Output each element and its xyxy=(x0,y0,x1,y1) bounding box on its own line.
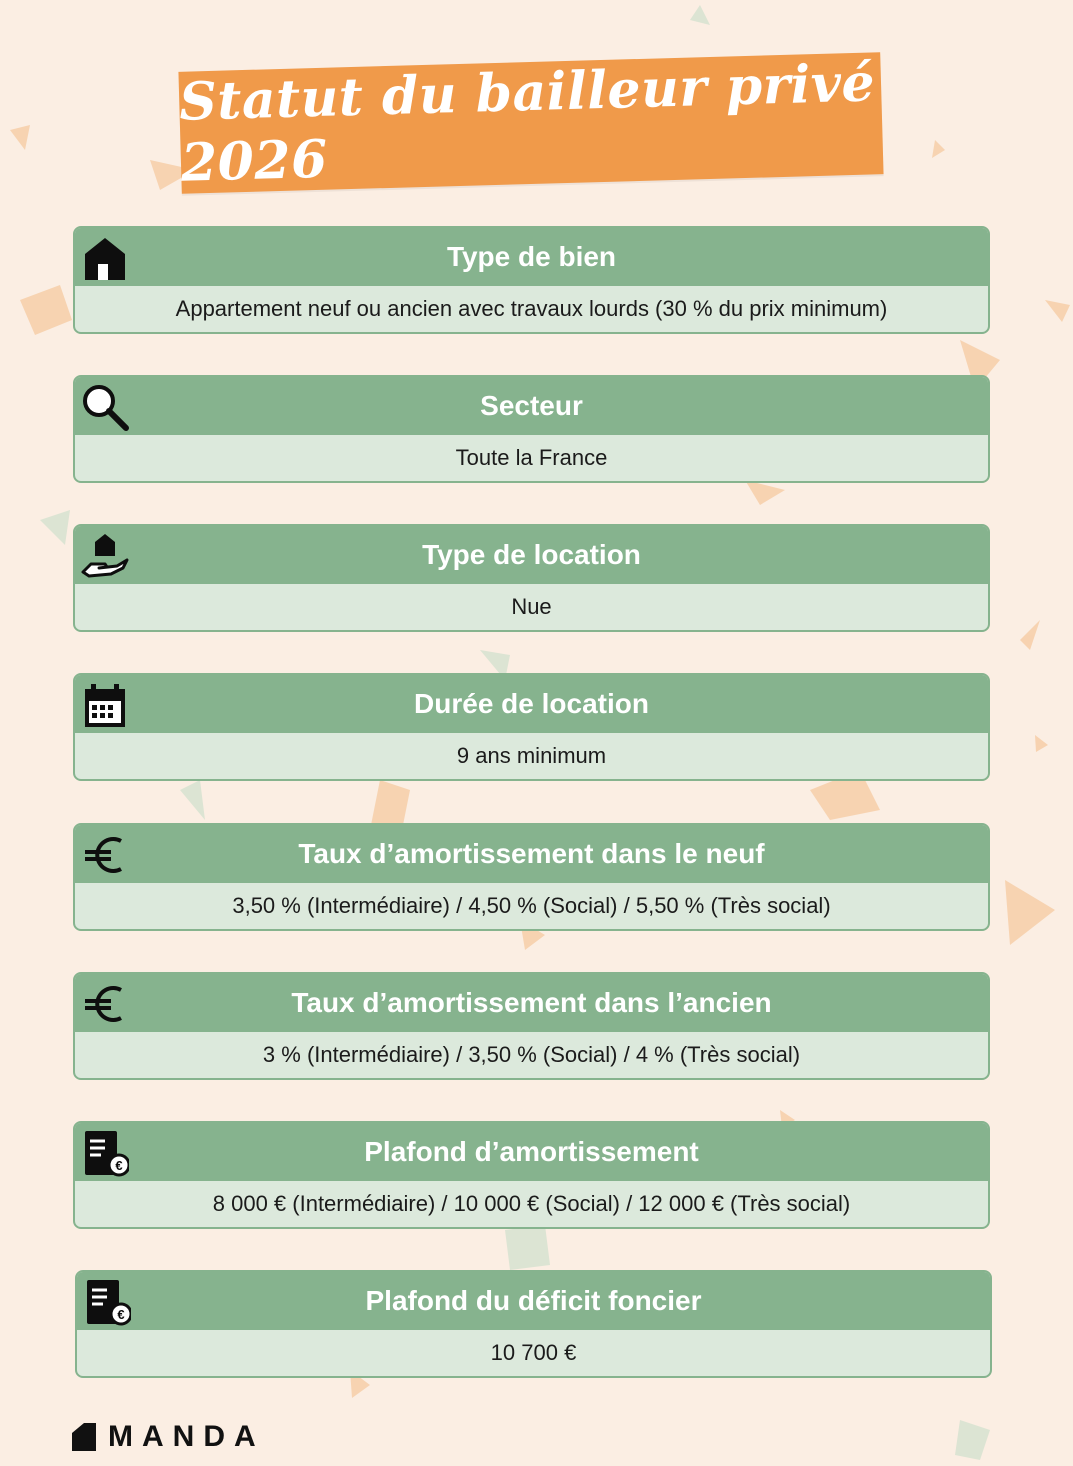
calendar-icon xyxy=(81,681,129,729)
card-value: 8 000 € (Intermédiaire) / 10 000 € (Social) / 12 000 € (Très social) xyxy=(212,1191,851,1216)
card-value: Nue xyxy=(511,594,552,619)
card-value: 3,50 % (Intermédiaire) / 4,50 % (Social) / 5,50 % (Très social) xyxy=(232,893,831,918)
card-heading: Plafond du déficit foncier xyxy=(77,1272,990,1330)
card-value: Toute la France xyxy=(455,445,608,470)
card-heading: Plafond d’amortissement xyxy=(75,1123,988,1181)
info-card-secteur xyxy=(73,375,990,483)
info-card-type-de-location xyxy=(73,524,990,632)
info-card-plafond-deficit-foncier xyxy=(75,1270,992,1378)
card-value: 9 ans minimum xyxy=(456,743,607,768)
card-value: Appartement neuf ou ancien avec travaux lourds (30 % du prix minimum) xyxy=(175,296,888,321)
brand-name: MANDA xyxy=(108,1420,265,1453)
brand-logo xyxy=(72,1420,265,1454)
svg-text:€: € xyxy=(117,1307,125,1322)
info-card-taux-neuf xyxy=(73,823,990,931)
euro-icon xyxy=(81,980,129,1028)
card-heading: Taux d’amortissement dans le neuf xyxy=(75,825,988,883)
info-card-plafond-amortissement xyxy=(73,1121,990,1229)
card-heading: Type de bien xyxy=(75,228,988,286)
euro-icon xyxy=(81,831,129,879)
page-title: Statut du bailleur privé 2026 xyxy=(178,52,876,194)
card-value: 3 % (Intermédiaire) / 3,50 % (Social) / 4 % (Très social) xyxy=(262,1042,801,1067)
magnifier-icon xyxy=(81,383,129,431)
invoice-euro-icon xyxy=(83,1278,131,1326)
card-heading: Durée de location xyxy=(75,675,988,733)
invoice-euro-icon xyxy=(81,1129,129,1177)
house-icon xyxy=(81,234,129,282)
svg-text:€: € xyxy=(115,1158,123,1173)
info-card-type-de-bien xyxy=(73,226,990,334)
card-heading: Taux d’amortissement dans l’ancien xyxy=(75,974,988,1032)
card-value: 10 700 € xyxy=(490,1340,577,1365)
info-card-duree-de-location xyxy=(73,673,990,781)
manda-logo-icon xyxy=(72,1423,96,1451)
card-heading: Secteur xyxy=(75,377,988,435)
hand-house-icon xyxy=(81,532,129,580)
card-heading: Type de location xyxy=(75,526,988,584)
info-card-taux-ancien xyxy=(73,972,990,1080)
